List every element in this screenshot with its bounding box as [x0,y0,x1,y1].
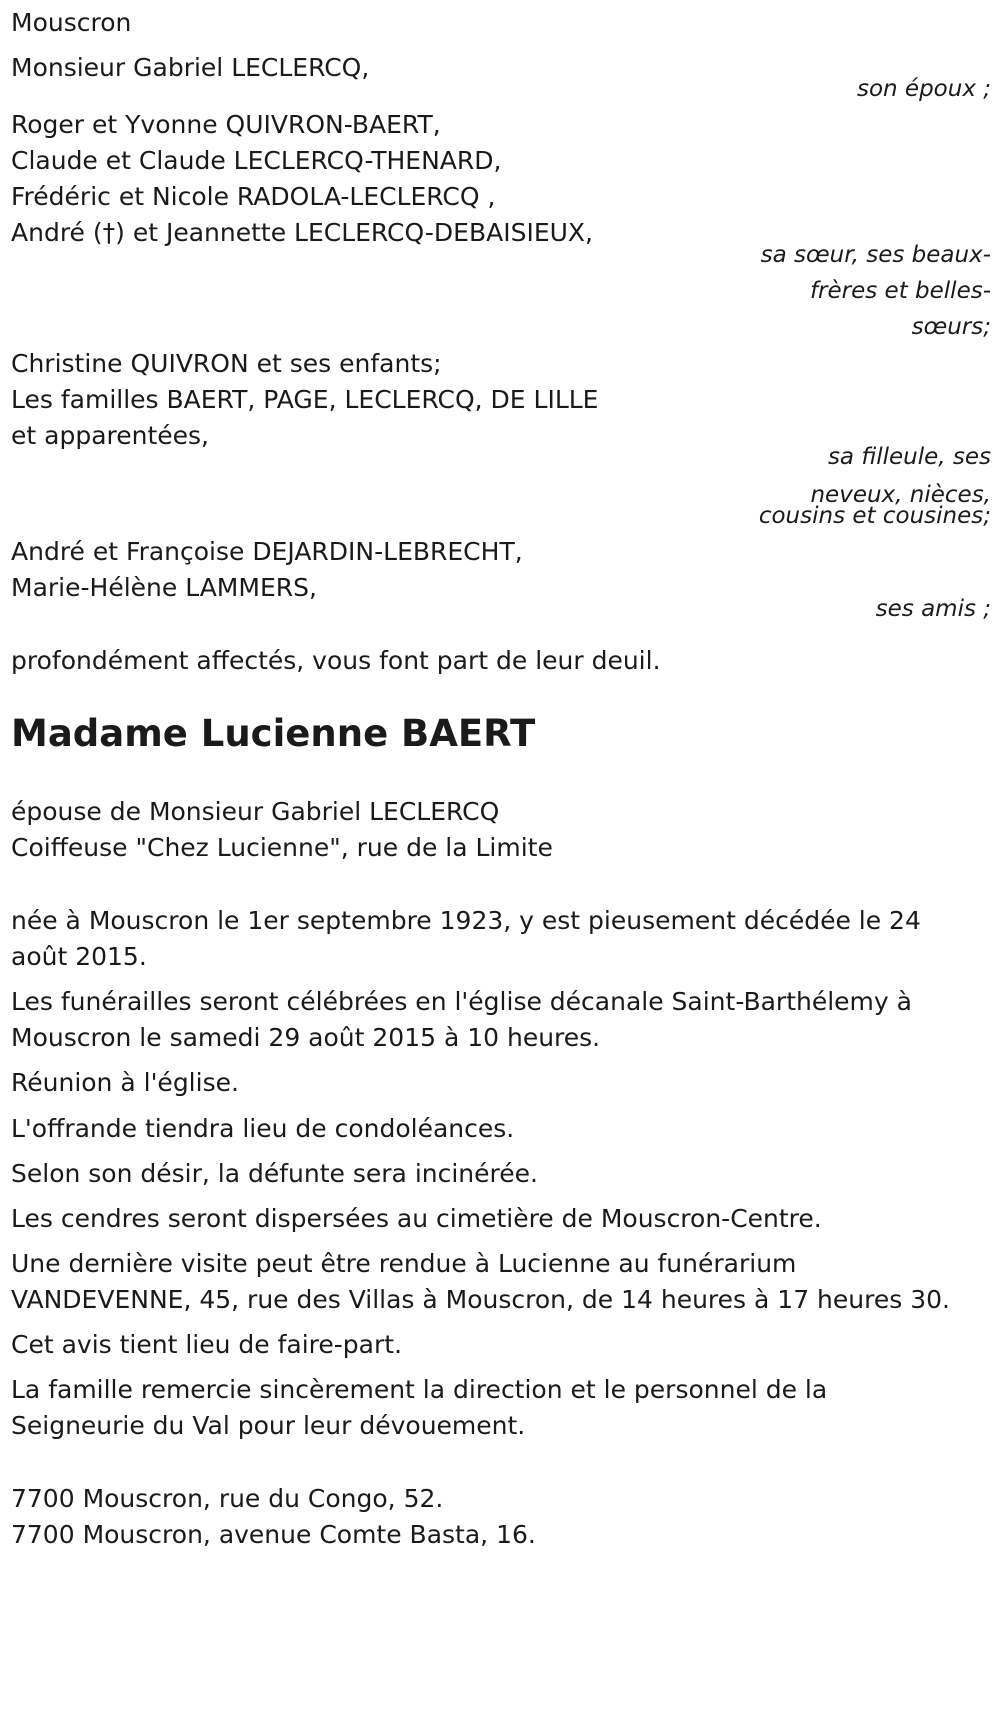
paragraph-line: La famille remercie sincèrement la direction et le personnel de la [11,1375,828,1404]
paragraph-line: Réunion à l'église. [11,1068,239,1097]
relation-label: frères et belles- [809,278,991,304]
paragraph-line: Cet avis tient lieu de faire-part. [11,1330,403,1359]
relation-label: son époux ; [856,76,991,102]
mourner-line: Frédéric et Nicole RADOLA-LECLERCQ , [11,182,496,211]
paragraph-line: L'offrande tiendra lieu de condoléances. [11,1114,515,1143]
occupation-line: Coiffeuse "Chez Lucienne", rue de la Limite [11,833,553,862]
deceased-name: Madame Lucienne BAERT [11,712,536,755]
relation-label: neveux, nièces, [810,482,991,508]
city-heading: Mouscron [11,8,132,37]
relation-label: sa sœur, ses beaux- [760,242,991,268]
mourner-line: Christine QUIVRON et ses enfants; [11,349,442,378]
mourner-line: Roger et Yvonne QUIVRON-BAERT, [11,110,441,139]
relation-label: sœurs; [911,314,991,340]
spouse-line: épouse de Monsieur Gabriel LECLERCQ [11,797,500,826]
mourner-line: Les familles BAERT, PAGE, LECLERCQ, DE LILLE [11,385,599,414]
paragraph-line: août 2015. [11,942,147,971]
mourner-line: et apparentées, [11,421,209,450]
mourner-line: Monsieur Gabriel LECLERCQ, [11,53,370,82]
paragraph-line: Une dernière visite peut être rendue à Lucienne au funérarium [11,1249,797,1278]
mourner-line: Marie-Hélène LAMMERS, [11,573,317,602]
mourner-line: André et Françoise DEJARDIN-LEBRECHT, [11,537,523,566]
mourner-line: André (†) et Jeannette LECLERCQ-DEBAISIEUX, [11,218,593,247]
paragraph-line: Mouscron le samedi 29 août 2015 à 10 heures. [11,1023,601,1052]
relation-label: sa filleule, ses [827,444,991,470]
paragraph-line: VANDEVENNE, 45, rue des Villas à Mouscron, de 14 heures à 17 heures 30. [11,1285,950,1314]
paragraph-line: Selon son désir, la défunte sera incinérée. [11,1159,538,1188]
paragraph-line: Les cendres seront dispersées au cimetière de Mouscron-Centre. [11,1204,822,1233]
address-line: 7700 Mouscron, rue du Congo, 52. [11,1484,444,1513]
announcement-text: profondément affectés, vous font part de leur deuil. [11,646,661,675]
relation-label: ses amis ; [875,596,991,622]
paragraph-line: née à Mouscron le 1er septembre 1923, y est pieusement décédée le 24 [11,906,921,935]
relation-label: cousins et cousines; [758,503,991,529]
paragraph-line: Les funérailles seront célébrées en l'église décanale Saint-Barthélemy à [11,987,912,1016]
address-line: 7700 Mouscron, avenue Comte Basta, 16. [11,1520,536,1549]
mourner-line: Claude et Claude LECLERCQ-THENARD, [11,146,502,175]
paragraph-line: Seigneurie du Val pour leur dévouement. [11,1411,526,1440]
